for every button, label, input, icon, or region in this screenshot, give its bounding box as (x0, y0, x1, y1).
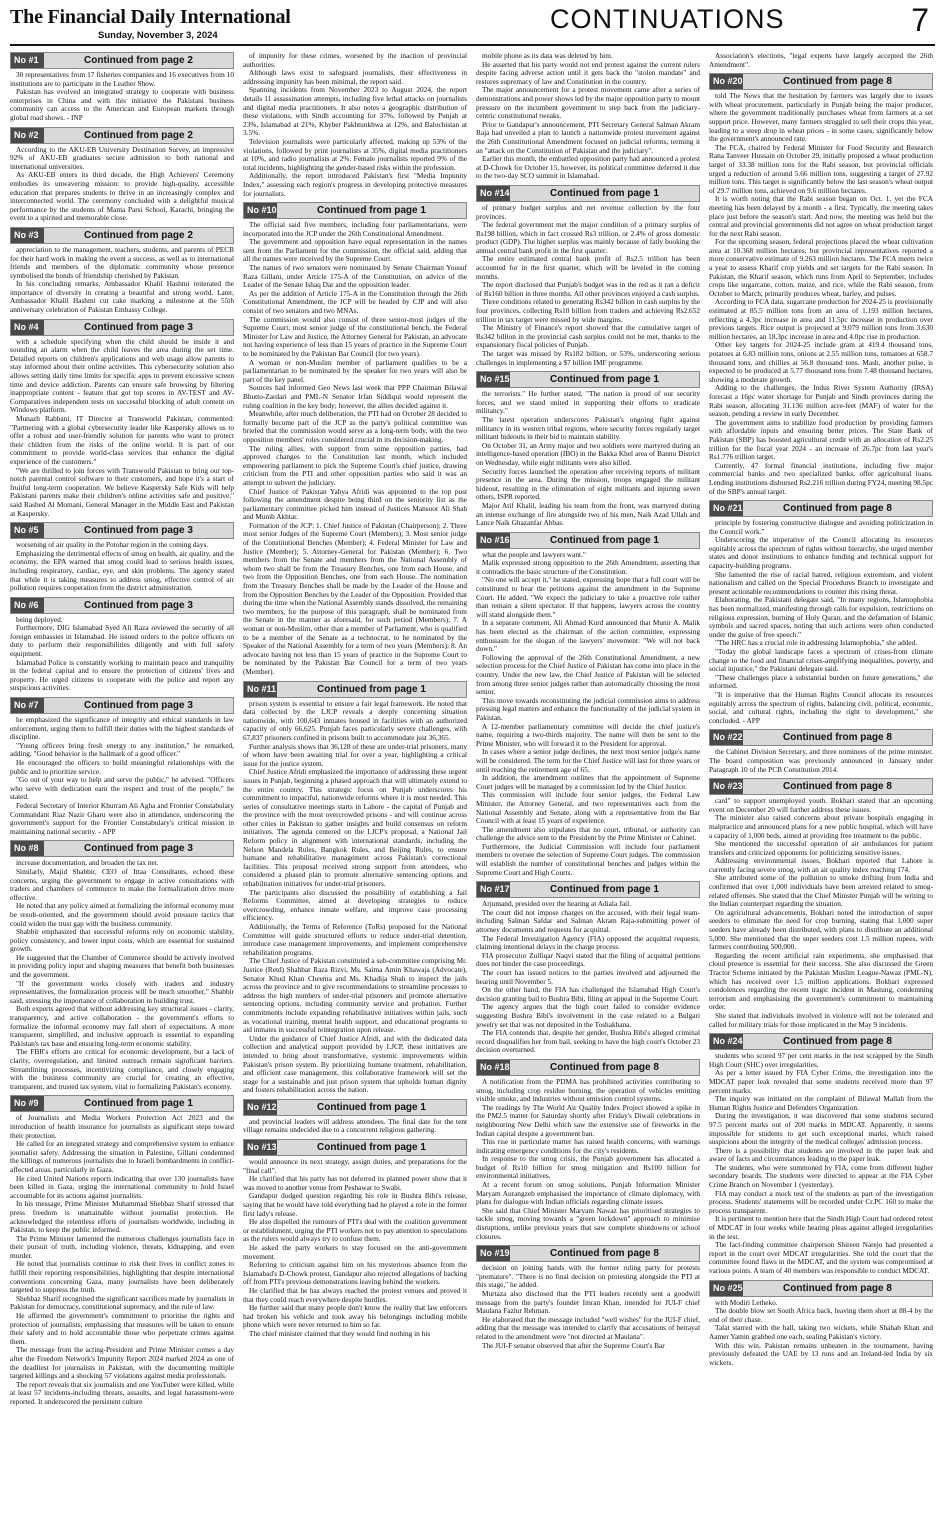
story-paragraph: Emphasizing the detrimental effects of smog on health, air quality, and the economy, the EPA warned that smog could lead to serious health issues, including respiratory, cardiac, eye, and skin problems. The agency stated that while it is taking measures to address smog, effective control of air pollution requires cooperation from the district administration. (10, 548, 234, 593)
story-paragraph: The inquiry was initiated on the complaint of Bilawal Mallah from the Human Rights Justice and Defenders Organization. (709, 1094, 933, 1112)
story-paragraph: He clarified that he has always reached the protest venues and proved it that they could reach everywhere despite hurdles. (243, 1285, 467, 1304)
story-header (476, 1245, 700, 1262)
story-header (10, 127, 234, 144)
story-paragraph: As per a letter issued by FIA Cyber Crime, the investigation into the MDCAT paper leak revealed that some students received more than 97 percent marks. (709, 1068, 933, 1095)
story-paragraph: The Chief Justice of Pakistan constituted a sub-committee comprising Mr. Justice (Retd) Shahbar Raza Rizvi, Ms. Saima Amin Khawaja (Advocate), Senator Khud Khan Cheema and Ms. Khadija Shah to inspect the jails across the province and to give recommendations to streamline processes to address the high numbers of under-trial prisoners and promote alternative sentencing options, including community service and probation. Further commitments include expanding rehabilitative initiatives within jails, such as vocational training, mental health support, and educational programs to aid inmates in successful reintegration upon release. (243, 956, 467, 1035)
story-paragraph: The commission would also consist of three senior-most judges of the Supreme Court, most senior judge of the constitutional bench, the Federal Minister for Law and Justice, the Attorney General for Pakistan, an advocate not having experience of less than 15 years of practice in the Supreme Court to be nominated by the Pakistan Bar Council (for two years). (243, 314, 467, 358)
story (476, 371, 700, 528)
story-paragraph: This move towards reconstituting the judicial commission aims to address pressing legal matters and enhance the functionality of the judicial system in Pakistan. (476, 695, 700, 722)
story-paragraph: During the investigation, it was discovered that some students secured 97.5 percent marks out of 200 marks in MDCAT. Apparently, it seems impossible for students to get such exceptional marks, which raised suspicions about the integrity of the medical colleges' admission process. (709, 1111, 933, 1147)
story-number: No #20 (710, 74, 743, 89)
story-header (10, 52, 234, 69)
story-paragraph: On the other hand, the FIA has challenged the Islamabad High Court's decision granting bail to Bushra Bibi, filing an appeal in the Supreme Court. (476, 985, 700, 1003)
story-paragraph: On agricultural advancements, Bokhari noted the introduction of super seeders to eliminate the need for crop burning, stating that 1,000 super seeders have already been distributed, with plans to distribute an additional 5,000. She mentioned that the super seeders cost 1.5 million rupees, with farmers contributing 500,000. (709, 907, 933, 952)
story-paragraph: "We are thrilled to join forces with Transworld Pakistan to bring our top-notch parental control software to their customers, and hope it's a start of fruitful long-term cooperation. We believe Kaspersky Safe Kids will help Pakistani parents make their children's online activities safe and positive," said Rashed Al Momani, General Manager in the Middle East and Pakistan at Kaspersky. (10, 465, 234, 518)
story-paragraph: Chief Justice Afridi emphasized the importance of addressing these urgent issues in Punjab, beginning a phased approach that will ultimately extend to the entire country. This strategic focus on Punjab underscores his commitment to impactful, nationwide reforms where it is most needed. This series of consultative meetings starts in Lahore - the capital of Punjab and the province with the most overcrowded prisons - and will continue across other cities in Pakistan to gather insights and build consensus on reform initiatives. The agenda centered on the LJCP's proposal, a National Jail Reform policy in alignment with international standards, including the Nelson Mandela Rules, Bangkok Rules, and Beijing Rules, to ensure humane and rehabilitative management across Pakistan's correctional facilities. This proposal received strong support from attendees, who considered a phased plan to promote alternative sentencing options and rehabilitation initiatives for under-trial prisoners. (243, 767, 467, 889)
story (10, 127, 234, 223)
story-continuation-label: Continued from page 8 (783, 781, 892, 793)
story-paragraph: He elaborated that the message included "well wishes" for the JUI-F chief, adding that the message was intended to clarify that accusations of betrayal related to the amendment were "not directed at Maulana". (476, 1314, 700, 1341)
story-paragraph: The report reveals that six journalists and one YouTuber were killed, while at least 57 incidents-including threats, assaults, and legal harassment-were reported. It underscored the persistent culture (10, 1379, 234, 1406)
story-paragraph: He clarified that his party has not deferred its planned power show that it was moved to another venue from Peshawar to Swabi. (243, 1174, 467, 1192)
story-paragraph: He encouraged the officers to build meaningful relationships with the public and to prioritize service. (10, 758, 234, 776)
column-1 (10, 52, 234, 1524)
story-paragraph: card" to support unemployed youth. Bokhari stated that an upcoming event on December 20 will further address these issues. (709, 796, 933, 814)
story-paragraph: The latest operation underscores Pakistan's ongoing fight against militancy in its western tribal regions, where security forces regularly target militant hideouts in their bid to maintain stability. (476, 414, 700, 442)
column-3 (476, 52, 700, 1524)
story-paragraph: Talat starred with the ball, taking two wickets, while Shahab Khan and Aamer Yamin grabbed one each, sealing Pakistan's victory. (709, 1323, 933, 1341)
story-header (10, 1095, 234, 1112)
story-paragraph: Shehbaz Sharif recognised the significant sacrifices made by journalists in Pakistan for democracy, constitutional supremacy, and the rule of law. (10, 1293, 234, 1312)
story-paragraph: Currently, 47 formal financial institutions, including five major commercial banks and two specialized banks, offer agricultural loans. Lending institutions disbursed Rs2.216 trillion during FY24, meeting 98.5pc of the SBP's annual target. (709, 460, 933, 496)
story-paragraph: of primary budget surplus and net revenue collection by the four provinces. (476, 202, 700, 221)
story-paragraph: Gandapur dodged question regarding his role in Bushra Bibi's release, saying that he would have told everything had he played a role in the former first lady's release. (243, 1191, 467, 1218)
story-header (243, 202, 467, 219)
story-continuation-label: Continued from page 1 (550, 534, 659, 546)
story-paragraph: "It is imperative that the Human Rights Council allocate its resources equitably across the spectrum of rights, balancing civil, political, economic, social, and cultural rights, including the right to development," she concluded. - APP (709, 689, 933, 725)
story-header (709, 778, 933, 795)
story-paragraph: A 12-member parliamentary committee will decide the chief justice's name, requiring a two-thirds majority. The name will then be sent to the Prime Minister, who will forward it to the President for approval. (476, 721, 700, 748)
story-paragraph: He asserted that his party would not end protest against the current rulers despite facing adverse action until it gets back the "stolen mandate" and restores supremacy of law and Constitution in the country. (476, 59, 700, 86)
story-paragraph: increase documentation, and broaden the tax net. (16, 858, 159, 868)
story-paragraph: with a schedule specifying when the child should be inside it and sounding an alarm when the child leaves the area during the set time. Detailed reports on children's applications and web usage allow parents to stay informed about their online activities. This cybersecurity solution also allows setting daily time limits for specific apps to prevent excessive screen time and device addiction. Parents can ensure safe browsing by filtering inappropriate content - feature that got top scores in AV-TEST and AV-Comparatives independent tests on successful blocking of adult content on Windows platform. (10, 336, 234, 415)
story-continuation-label: Continued from page 2 (84, 229, 193, 241)
story-paragraph: prison system is essential to ensure a fair legal framework. He noted that data collected by the LJCP reveals a deeply concerning situation nationwide, with 100,643 inmates housed in facilities with an authorized capacity of only 66,625. Punjab faces particularly severe challenges, with 67,837 prisoners confined in prisons built to accommodate just 36,365. (243, 698, 467, 742)
story-paragraph: The ruling allies, with support from some opposition parties, had approved changes to the Constitution last month, which included empowering parliament to pick the Supreme Court's chief justice, drawing criticism from the PTI and other opposition parties who said it was an attempt to subvert the judiciary. (243, 443, 467, 487)
story-number: No #14 (477, 186, 510, 201)
story-paragraph: She said that Chief Minister Maryam Nawaz has prioritised strategies to tackle smog, moving towards a "green lockdown" approach to minimise disruptions, unlike previous years that saw complete shutdowns or school closures. (476, 1205, 700, 1241)
story (10, 522, 234, 593)
page-number: 7 (911, 2, 929, 38)
story-paragraph: She stated that individuals involved in violence will not be tolerated and called for military trials for those implicated in the May 9 incidents. (709, 1010, 933, 1029)
story-continuation-label: Continued from page 2 (84, 55, 193, 66)
story-header (476, 185, 700, 202)
story-paragraph: would announce its next strategy, assign duties, and preparations for the "final call". (243, 1157, 467, 1175)
story-paragraph: Munazh Rabbani, IT Director at Transworld Pakistan, commented: "Partnering with a global cybersecurity leader like Kaspersky allows us to offer a robust and user-friendly solution for parents who want to protect their children from the risks of the online world. It is part of our commitment to provide world-class services that enhance the digital experience of the customers." (10, 414, 234, 466)
story-continuation-label: Continued from page 1 (550, 884, 659, 896)
story-paragraph: Following the approval of the 26th Constitutional Amendment, a new selection process for the Chief Justice of Pakistan has come into place in the country. Under the new law, the Chief Justice of Pakistan will be selected from among three senior judges rather than automatically choosing the most senior. (476, 652, 700, 697)
story-paragraph: Adding to the challenges, the Indus River System Authority (IRSA) forecast a 16pc water shortage for Punjab and Sindh provinces during the Rabi season, allocating 31.136 million acre-feet (MAF) of water for the season, pending a review in early December. (709, 383, 933, 419)
story-paragraph: There is a possibility that students are involved in the paper leak and aware of facts and circumstances leading to the paper leak. (709, 1145, 933, 1164)
story (476, 185, 700, 367)
story-paragraph: On October 31, an Army major and two soldiers were martyred during an intelligence-based operation (IBO) in the Bakka Khel area of Bannu District on Wednesday, while eight militants were also killed. (476, 440, 700, 467)
story-continuation-label: Continued from page 3 (84, 599, 193, 611)
story-continuation-label: Continued from page 1 (317, 1101, 426, 1113)
story-paragraph: "If the government works closely with traders and industry representatives, the formalization process will be much smoother," Shabbir said, stressing the importance of collaboration in building trust. (10, 978, 234, 1005)
story-paragraph: Federal Secretary of Interior Khurram Ali Agha and Frontier Constabulary Commandant Riaz Nazir Gharu were also in attendance, underscoring the government's support for the Frontier Constabulary's critical mission in maintaining national security. - APP (10, 800, 234, 836)
story-paragraph: The participants also discussed the possibility of establishing a Jail Reforms Committee, aimed at developing strategies to reduce overcrowding, enhance inmate welfare, and improve case processing efficiency. (243, 887, 467, 923)
story-paragraph: In cases where a senior judge declines, the next most senior judge's name will be considered. The term for the Chief Justice will last for three years or until reaching the retirement age of 65. (476, 747, 700, 774)
story-continuation-label: Continued from page 8 (550, 1061, 659, 1073)
story-continuation-label: Continued from page 2 (84, 129, 193, 141)
story-paragraph: The agency argues that the high court failed to consider evidence suggesting Bushra Bibi's involvement in the case related to a Bulgari jewelry set that was not deposited in the Toshakhana. (476, 1002, 700, 1029)
story-paragraph: The federal government met the major condition of a primary surplus of Rs198 billion, which in fact crossed Rs3 trillion, or 2.4% of gross domestic product (GDP). The higher surplus was mainly because of fatly booking the annual central bank profit in the first quarter. (476, 220, 700, 255)
story-paragraph: FIA prosecutor Zulfiqar Naqvi stated that the filing of acquittal petitions does not hinder the case proceedings. (476, 950, 700, 969)
story-number: No #24 (710, 1034, 743, 1049)
story (476, 881, 700, 1055)
story-number: No #12 (244, 1100, 277, 1115)
story-number: No #23 (710, 779, 743, 794)
story (10, 52, 234, 123)
story-paragraph: The target was missed by Rs182 billion, or 53%, underscoring serious challenges in implementing a $7 billion IMF programme. (476, 349, 700, 367)
story-paragraph: of Journalists and Media Workers Protection Act 2023 and the introduction of health insurance for journalists as significant steps toward their protection. (10, 1113, 234, 1140)
story-paragraph: Pakistan has evolved an integrated strategy to cooperate with business enterprises in China and with this initiative the Pakistani business community can access to the American and European markets through global road shows. - INP (10, 87, 234, 122)
story-paragraph: "These challenges place a substantial burden on future generations," she informed. (709, 672, 933, 691)
story-paragraph: The names of two senators were nominated by Senate Chairman Yousuf Raza Gillani, under Article 175-A of the Constitution, on advice of the Leader of the Senate Ishaq Dar and the opposition leader. (243, 263, 467, 290)
story-paragraph: what the people and lawyers want." (482, 549, 586, 559)
story-paragraph: Three conditions related to generating Rs342 billion in cash surplus by the four provinces, collecting Rs10 billion from traders and achieving Rs2.652 trillion in tax target were missed by wide margins. (476, 297, 700, 324)
story-paragraph: Islamabad Police is constantly working to maintain peace and tranquility in the federal capital and to ensure the protection of citizens' lives and property. He urged citizens to cooperate with the police and report any suspicious activities. (10, 657, 234, 693)
story-paragraph: FIA may conduct a mock test of the students as part of the investigation process. Students' statements will be recorded under Cr.PC 160 to make the process transparent. (709, 1188, 933, 1215)
story-continuation-label: Continued from page 1 (317, 205, 426, 217)
story-number: No #17 (477, 882, 510, 897)
story-paragraph: Furthermore, DIG Islamabad Syed Ali Raza reviewed the security of all foreign embassies in Islamabad. He issued orders to the police officers on duty to perform their responsibilities diligently and with full safety equipment. (10, 623, 234, 659)
story-paragraph: Murtaza also disclosed that the PTI leaders recently sent a goodwill message from the party's founder Imran Khan, intended for JUI-F chief Maulana Fazlur Rehman. (476, 1289, 700, 1316)
story (10, 597, 234, 693)
story-paragraph: The FBR's efforts are critical for economic development, but a lack of clarity, overregulation, and limited outreach remain significant barriers. Streamlining processes, incentivizing compliance, and closely engaging with the business community are crucial for creating an effective, transparent, and trusted tax system, vital to formalizing Pakistan's economy. (10, 1047, 234, 1091)
story-paragraph: Prior to Gandapur's announcement, PTI Secretary General Salman Akram Raja had unveiled a plan to launch a nationwide protest movement against the 26th Constitutional Amendment focused on judicial reforms, terming it an "attack on the Constitution of Pakistan and the judiciary". (476, 119, 700, 155)
story-continuation-label: Continued from page 8 (550, 1248, 659, 1260)
story-paragraph: Sources had informed Geo News last week that PPP Chairman Bilawal Bhutto-Zardari and PML-N Senator Irfan Siddiqui would represent the ruling coalition in the key body; however, the allies decided against it. (243, 383, 467, 410)
story-paragraph: It is worth noting that the Rabi season began on Oct. 1, yet the FCA meeting has been delayed by a month - a first. Typically, the meeting takes place just before the season's start. And now, the meeting was held but the central and provincial governments did not agree on wheat production target for the next Rabi season. (709, 194, 933, 238)
story-paragraph: As per the addition of Article 175-A in the Constitution through the 26th Constitutional Amendment, the JCP will be headed by CJP and will also consist of two senators and two MNAs. (243, 288, 467, 316)
story-header (476, 371, 700, 388)
story-paragraph: In addition, the amendment outlines that the appointment of Supreme Court judges will be managed by a commission led by the Chief Justice. (476, 773, 700, 791)
story (709, 729, 933, 774)
story-paragraph: Spanning incidents from November 2023 to August 2024, the report details 11 assassination attempts, including five lethal attacks on journalists and digital media practitioners. It also notes a geographic distribution of these violations, with Sindh accounting for 37%, followed by Punjab at 23%, Islamabad at 21%, Khyber Pakhtunkhwa at 12%, and Balochistan at 3.5%. (243, 85, 467, 138)
story (243, 1139, 467, 1338)
story-number: No #7 (11, 698, 44, 713)
story-paragraph: This rise in particulate matter has raised health concerns, with warnings indicating emergency conditions for the city's residents. (476, 1137, 700, 1155)
story-header (10, 597, 234, 614)
story (10, 1095, 234, 1406)
story (10, 227, 234, 315)
story-paragraph: He asked the party workers to stay focused on the anti-government movement. (243, 1243, 467, 1261)
story-continuation-label: Continued from page 1 (317, 1142, 426, 1154)
story (709, 1280, 933, 1368)
story-paragraph: students who scored 97 per cent marks in the test scrapped by the Sindh High Court (SHC) over irregularities. (709, 1051, 933, 1069)
story-header (10, 697, 234, 714)
masthead (10, 4, 935, 46)
story-paragraph: She lamented the rise of racial hatred, religious extremism, and violent nationalism and called on the Special Procedures Branch to investigate and present actionable recommendations to counter this rising threat. (709, 569, 933, 596)
story-paragraph: The government and opposition have equal representation in the names sent from the Parliament for the commission, the official said, adding that all the names were received by the Supreme Court. (243, 237, 467, 264)
story-number: No #11 (244, 682, 277, 697)
story-paragraph: Similarly, Majid Shabbir, CEO of Ittaa Consultants, echoed these concerns, urging the government to engage in active consultations with traders and chambers of commerce to make the formalization drive more effective. (10, 866, 234, 902)
column-2 (243, 52, 467, 1524)
section-title: CONTINUATIONS (550, 4, 785, 34)
story-header (476, 532, 700, 549)
story-paragraph: In his message, Prime Minister Muhammad Shehbaz Sharif stressed that press freedom is unattainable without journalist protection. He acknowledged the relentless efforts of journalists worldwide, including in Pakistan, to keep the public informed. (10, 1199, 234, 1235)
story-number: No #1 (11, 53, 44, 68)
story-paragraph: 30 representatives from 17 fisheries companies and 16 executives from 10 institutions are to participate in the Leather Show. (10, 70, 234, 88)
story-paragraph: The entire estimated central bank profit of Rs2.5 trillion has been accounted for in the first quarter, which will be leveled in the coming months. (476, 254, 700, 281)
story-continuation-label: Continued from page 3 (84, 525, 193, 537)
story-continuation-label: Continued from page 8 (783, 503, 892, 515)
story-paragraph: In a separate comment, Ali Ahmad Kurd announced that Munir A. Malik has been elected as the chairman of the action committee, expressing enthusiasm for the slogan of the lawyers' movement: "We will not back down." (476, 618, 700, 654)
story-paragraph: He noted that any policy aimed at formalizing the informal economy must be result-oriented, and the government should avoid pressure tactics that could widen the trust gap with the business community. (10, 901, 234, 928)
story-paragraph: He cited United Nations reports indicating that over 130 journalists have been killed in Gaza, urging the international community to hold Israel accountable for its actions against journalists. (10, 1173, 234, 1200)
story-paragraph: "Today the global landscape faces a spectrum of crises-from climate change to the food and financial crises-amplifying inequalities, poverty, and social injustice," the Pakistani delegate said. (709, 647, 933, 674)
story-paragraph: Association's elections, "legal experts have largely accepted the 26th Amendment". (709, 52, 933, 69)
story-paragraph: Underscoring the imperative of the Council allocating its resources equitably across the spectrum of rights without hierarchy, she urged member states and donor institutions to enhance funding and technical support for capacity-building programs. (709, 535, 933, 571)
story (476, 52, 700, 181)
story (476, 1059, 700, 1241)
story-paragraph: According to the AKU-EB University Destination Survey, an impressive 92% of AKU-EB graduates secure admission to both national and international universities. (10, 144, 234, 171)
story-paragraph: Other key targets for 2024-25 include gram at 419.4 thousand tons, potatoes at 6.83 million tons, onions at 2.55 million tons, tomatoes at 658.7 thousand tons, and chillies at 56.8 thousand tons. Mash, another pulse, is expected to be produced at 5.77 thousand tons from 7.48 thousand hectares, showing a moderate growth. (709, 340, 933, 384)
story-paragraph: Although laws exist to safeguard journalists, their effectiveness in addressing impunity has been minimal, the report said. (243, 68, 467, 86)
story-header (243, 681, 467, 698)
story-paragraph: Formation of the JCP: 1. Chief Justice of Pakistan (Chairperson); 2. Three most senior Judges of the Supreme Court (Members); 3. Most senior judge of the Constitutional Benches (Member); 4. Federal Minister for Law and Justice (Member); 5. Attorney-General for Pakistan (Member); 6. Two members from the Senate and members from the National Assembly of whom two shall be from the Treasury Benches, one from each House, and two from the Opposition Benches, one from each House. The nomination from the Treasury Benches shall be made by the Leader of the House and from the Opposition Benches by the Leader of the Opposition. Provided that during the time when the National Assembly stands dissolved, the remaining two members, for the purpose of this paragraph, shall be nominated from the Senate in the manner as aforesaid, for such period (Members); 7. A woman or non-Muslim, other than a member of Parliament, who is qualified to be a member of the Senate as a technocrat, to be nominated by the Speaker of the National Assembly for a term of two years (Members); 8. An advocate having not less than 15 years of practice in the Supreme Court to be nominated by the Pakistan Bar Council for a term of two years (Member). (243, 520, 467, 676)
story (476, 532, 700, 878)
story-paragraph: The government aims to stabilize food production by providing farmers with affordable inputs and ensuring better prices. The State Bank of Pakistan (SBP) has boosted agricultural credit with an allocation of Rs2.25 trillion for the fiscal year 2024 - an increase of 26.7pc from last year's Rs1.776 trillion target. (709, 417, 933, 462)
story (243, 681, 467, 1095)
dateline: Sunday, November 3, 2024 (98, 30, 218, 41)
story-paragraph: He noted that journalists continue to risk their lives in conflict zones to fulfill their reporting responsibilities, highlighting that despite international conventions concerning Gaza, many journalists have been deliberately targeted to suppress the truth. (10, 1259, 234, 1295)
story-paragraph: Television journalists were particularly affected, making up 53% of the violations, followed by print journalists at 35%, digital media practitioners at 10%, and radio journalists at 2%. Female journalists reported 9% of the total incidents, highlighting the gender-based risks within the profession. (243, 136, 467, 172)
story-paragraph: Under the guidance of Chief Justice Afridi, and with the dedicated data collection and analytical support provided by LJCP, these initiatives are intended to bring about transformative, systemic improvements within Pakistan's prison system. By prioritizing humane treatment, rehabilitation, and efficient case management, this collaborative framework will set the stage for a sustainable and just prison system that upholds human dignity and fosters rehabilitation across the nation. (243, 1033, 467, 1095)
story-paragraph: Further analysis shows that 36,128 of these are under-trial prisoners, many of whom have been awaiting trial for over a year, highlighting a critical issue for the justice system. (243, 741, 467, 768)
story (243, 52, 467, 198)
story-paragraph: Both experts agreed that without addressing key structural issues - clarity, transparency, and active collaboration - the government's efforts to formalize the informal economy may fall short of expectations. A more transparent, simplified, and inclusive approach is essential to expanding Pakistan's tax base and ensuring long-term economic stability. (10, 1004, 234, 1048)
story-paragraph: Furthermore, the Judicial Commission will include four parliament members to oversee the selection of Supreme Court judges. The commission will establish the number of constitutional benches and judges within the Supreme Court and High Courts. (476, 841, 700, 877)
story-paragraph: Referring to criticism against him on his mysterious absence from the Islamabad's D-Chowk protest, Gandapur also rejected allegations of backing off from PTI's previous demonstrations leaving behind the workers. (243, 1260, 467, 1287)
story-paragraph: The JUI-F senator observed that after the Supreme Court's Bar (482, 1340, 665, 1350)
story-paragraph: Shabbir emphasized that successful reforms rely on economic stability, policy consistency, and lower input costs, which are essential for sustained growth. (10, 927, 234, 954)
story (709, 52, 933, 69)
story-paragraph: She mentioned the successful operation of air ambulances for patient transfers and criticized opponents for politicizing sensitive issues. (709, 839, 933, 857)
story-paragraph: With this win, Pakistan remains unbeaten in the tournament, having previously defeated the UAE by 13 runs and an Ireland-led India by six wickets. (709, 1340, 933, 1367)
story-paragraph: the terrorists." He further stated, "The nation is proud of our security forces, and we stand united in supporting their efforts to eradicate militancy." (476, 389, 700, 416)
story-paragraph: Security forces launched the operation after receiving reports of militant presence in the area. During the mission, troops engaged the militant hideout, resulting in the elimination of eight militants and injuring seven others, ISPR reported. (476, 466, 700, 502)
story-paragraph: The double blow set South Africa back, leaving them short at 88-4 by the end of their chase. (709, 1306, 933, 1324)
story-paragraph: Additionally, the report introduced Pakistan's first "Media Impunity Index," assessing each region's progress in developing protective measures for journalists. (243, 171, 467, 198)
story-paragraph: The Ministry of Finance's report showed that the cumulative target of Rs342 billion in the provincial cash surplus could not be met, thanks to the expansionary fiscal policies of Punjab. (476, 323, 700, 350)
story-header (10, 319, 234, 336)
story (243, 1099, 467, 1135)
story (10, 840, 234, 1091)
story-continuation-label: Continued from page 8 (783, 1036, 892, 1048)
story-paragraph: A woman or non-Muslim member of parliament qualifies to be a parliamentarian to be nominated by the speaker for two years will also be part of the key panel. (243, 357, 467, 384)
story-continuation-label: Continued from page 8 (783, 76, 892, 88)
story-paragraph: Malik expressed strong opposition to the 26th Amendment, asserting that it contradicts the basic structure of the Constitution. (476, 558, 700, 576)
story-paragraph: He further said that many people don't know the reality that law enforcers had broken his vehicle and took away his belongings including mobile phone which were never returned to him so far. (243, 1303, 467, 1330)
story (476, 1245, 700, 1350)
story-header (709, 500, 933, 517)
story-paragraph: appreciation to the management, teachers, students, and parents of PECB for their hard work in making the event a success, as well as to international friends and members of the diplomatic community whose presence symbolised the bonds of friendship cherished by Pakistan. (10, 244, 234, 280)
story (10, 697, 234, 836)
story-paragraph: The report disclosed that Punjab's budget was in the red as it ran a deficit of Rs160 billion in three months. All other provinces enjoyed a cash surplus. (476, 280, 700, 298)
story-paragraph: The students, who were summoned by FIA, come from different higher secondary boards. The students were directed to appear at the FIA Cyber Crime Branch on November 1 (yesterday). (709, 1162, 933, 1190)
story-header (709, 1033, 933, 1050)
story-number: No #21 (710, 501, 743, 516)
story-paragraph: According to FCA data, sugarcane production for 2024-25 is provisionally estimated at 85.5 million tons from an area of 1.193 million hectares, reflecting a 4.3pc increase in area and 11.5pc increase in production over previous targets. Rice output is projected at 9.079 million tons from 3.630 million hectares, an 18.3pc increase in area and 4.0pc rise in production. (709, 297, 933, 341)
story-number: No #15 (477, 372, 510, 387)
story-paragraph: The Prime Minister lamented the numerous challenges journalists face in their pursuit of truth, including violence, threats, kidnapping, and even murder. (10, 1233, 234, 1260)
story-header (709, 1280, 933, 1297)
story-continuation-label: Continued from page 1 (317, 683, 426, 695)
story-header (10, 840, 234, 857)
story-number: No #16 (477, 533, 510, 548)
story-paragraph: He called for an integrated strategy and comprehensive system to enhance journalist safety. Addressing the situation in Palestine, Gillani condemned the killings of numerous journalists due to Israeli bombardments in conflict-affected areas, particularly in Gaza. (10, 1139, 234, 1174)
story-number: No #22 (710, 730, 743, 745)
story-paragraph: the Cabinet Division Secretary, and three nominees of the prime minister. The board composition was previously announced in January under Paragraph 10 of the PCB Constitution 2014. (709, 747, 933, 774)
story-header (476, 1059, 700, 1076)
story-paragraph: mobile phone as its data was deleted by him. (482, 52, 613, 60)
story-paragraph: It is pertinent to mention here that the Sindh High Court had ordered retest of MDCAT in four weeks while hearing pleas against alleged irregularities in the test. (709, 1214, 933, 1241)
story-paragraph: Addressing environmental issues, Bokhari reported that Lahore is currently facing severe smog, with an air quality index reaching 174. (709, 856, 933, 874)
story-paragraph: In response to the smog crisis, the Punjab government has allocated a budget of Rs10 billion for smog mitigation and Rs100 billion for environmental initiatives. (476, 1154, 700, 1181)
story-paragraph: told The News that the hesitation by farmers was largely due to issues with wheat procurement, particularly in Punjab being the major producer, where the government traditionally purchases wheat from farmers at a set support price. However, many farmers struggled to sell their crops this year, leading to a steep drop in wheat prices - in some cases, significantly below the government's announced rate. (709, 91, 933, 144)
story-continuation-label: Continued from page 8 (783, 732, 892, 744)
story-paragraph: "No one will accept it," he stated, expressing hope that a full court will be constituted to hear the petitions against the amendment in the Supreme Court. He added, "We expect the judiciary to take a proactive role rather than remain a silent spectator. If that happens, lawyers across the country will stand alongside them." (476, 575, 700, 619)
story-continuation-label: Continued from page 8 (783, 1282, 892, 1294)
story-paragraph: The chief minister claimed that they would find nothing in his (249, 1328, 431, 1338)
story-paragraph: He affirmed the government's commitment to prioritise the rights and protection of journalists, emphasising that measures will be taken to ensure their safety and to hold accountable those who perpetrate crimes against them. (10, 1311, 234, 1346)
story-paragraph: Regarding the recent artificial rain experiments, she emphasised that cloud presence is essential for their success. She also discussed the Green Tractor Scheme initiated by the Pakistan Muslim League-Nawaz (PML-N), which has received over 1.5 million applications. Bokhari expressed condolences regarding the recent tragic incident in Mastung, condemning terrorism and emphasising the government's commitment to maintaining order. (709, 950, 933, 1012)
story-paragraph: Additionally, the Terms of Reference (ToRs) proposed for the National Committee will guide structured efforts to reduce under-trial detention, introduce case management improvements, and implement comprehensive rehabilitation programs. (243, 922, 467, 957)
story-continuation-label: Continued from page 1 (550, 374, 659, 386)
story-header (709, 729, 933, 746)
story-paragraph: and provincial leaders will address attendees. The final date for the tent village remains undecided due to a concurrent religious gathering. (243, 1116, 467, 1135)
story-paragraph: The fact-finding committee chairperson Shireen Narejo had presented a report in the court over MDCAT irregularities. She told the court that the committee found flaws in the MDCAT, and the system was compromised at various points. A team of 40 members was responsible to conduct MDCAT. (709, 1240, 933, 1275)
story (709, 1033, 933, 1275)
story-paragraph: The message from the acting-President and Prime Minister comes a day after the Freedom Network's Impunity Report 2024 marked 2024 as one of the deadliest for journalists in Pakistan, with the documenting multiple targeted killings and a shocking 57 violations against media professionals. (10, 1345, 234, 1381)
story-number: No #9 (11, 1096, 44, 1111)
story-paragraph: Elaborating, the Pakistani delegate said, "In many regions, Islamophobia has been normalized, manifesting through calls for expulsion, restrictions on religious expression, burning of Holy Quran, and the defamation of Islamic symbols and sacred spaces, noting that such actions were often conducted under the guise of free speech." (709, 595, 933, 639)
story-number: No #25 (710, 1281, 743, 1296)
story (709, 73, 933, 496)
story-header (10, 522, 234, 539)
story-paragraph: The readings by The World Air Quality Index Project showed a spike in the PM2.5 matter for Saturday shortly after Friday's Diwali celebrations in neighbouring New Delhi which saw the extensive use of fireworks in the Indian capital despite a government ban. (476, 1102, 700, 1138)
story-paragraph: Arjumand, presided over the hearing at Adiala Jail. (482, 899, 631, 909)
story-paragraph: principle by fostering constructive dialogue and avoiding politicization in the Council work." (709, 518, 933, 536)
story-paragraph: The FCA, chaired by Federal Minister for Food Security and Research Rana Tanveer Hussain on October 29, initially proposed a wheat production target of 33.38 million tons for the Rabi season, but provincial officials urged a reduction of around 5.66 million tons, suggesting a target of 27.92 million tons. This target is significantly below the last season's wheat output of 29.7 million tons, achieved on 9.6 million hectares. (709, 142, 933, 195)
story-number: No #18 (477, 1060, 510, 1075)
story-number: No #13 (244, 1140, 277, 1155)
story-paragraph: of impunity for these crimes, worsened by the inaction of provincial authorities. (243, 52, 467, 69)
story-continuation-label: Continued from page 3 (84, 843, 193, 855)
story-continuation-label: Continued from page 1 (84, 1098, 193, 1110)
story-paragraph: He suggested that the Chamber of Commerce should be actively involved in providing policy input and shaping measures that benefit both businesses and the government. (10, 952, 234, 980)
story (243, 202, 467, 676)
story-header (243, 1099, 467, 1116)
story-paragraph: This commission will include four senior judges, the Federal Law Minister, the Attorney General, and two representatives each from the National Assembly and Senate, along with a representative from the Bar Council with at least 15 years of experience. (476, 790, 700, 826)
story-continuation-label: Continued from page 3 (84, 321, 193, 333)
story-paragraph: The court has issued notices to the parties involved and adjourned the hearing until November 5. (476, 968, 700, 986)
story-paragraph: "Go out of your way to help and serve the public," he advised. "Officers who serve with dedication earn the respect and trust of the people," he stated. (10, 775, 234, 802)
story-paragraph: Earlier this month, the embattled opposition party had announced a protest at D-Chowk for October 15, however, its political committee deferred it due to the two-day SCO summit in Islamabad. (476, 154, 700, 181)
story-header (10, 227, 234, 244)
story-number: No #19 (477, 1246, 510, 1261)
story-paragraph: decision on joining hands with the former ruling party for protests "premature". "There is no final decision on protesting alongside the PTI at this stage," he added. (476, 1263, 700, 1290)
story-paragraph: being deployed. (16, 614, 63, 624)
story-paragraph: The court did not impose charges on the accused, with their legal team-including Salman Safdar and Salman Akram Raja-submitting power of attorney documents and requests for acquittal. (476, 907, 700, 935)
story-paragraph: "Young officers bring fresh energy to any institution," he remarked, adding, "Good behavior is the hallmark of a good officer." (10, 740, 234, 759)
story-paragraph: The amendment also stipulates that no court, tribunal, or authority can challenge the advice sent to the President by the Prime Minister or Cabinet. (476, 824, 700, 843)
story-paragraph: As AKU-EB enters its third decade, the High Achievers' Ceremony embodies its unwavering mission: to provide high-quality, accessible education that prepares students to thrive in an increasingly complex and interconnected world. The ceremony concluded with a delightful musical performance by the students of Mama Parsi School, Karachi, bringing the event to a spirited and memorable close. (10, 170, 234, 223)
story-paragraph: "The HRC has a crucial role in addressing Islamophobia," she added. (715, 638, 918, 648)
newspaper-brand: The Financial Daily International (10, 6, 291, 28)
story-continuation-label: Continued from page 1 (550, 187, 659, 199)
story-paragraph: For the upcoming season, federal projections placed the wheat cultivation area at 10.368 million hectares, but provincial representatives reported a more conservative estimate of 9.263 million hectares. The FCA meets twice a year to assess Kharif crop yields and set targets for the Rabi season. In Pakistan, the Kharif season, which runs from April to September, includes crops like sugarcane, cotton, maize, and rice, while the Rabi season, from October to March, primarily produces wheat, barley, and pulses. (709, 237, 933, 298)
story-paragraph: The FIA contends that, despite her gender, Bushra Bibi's alleged criminal record disqualifies her from bail, seeking to have the high court's October 23 decision overturned. (476, 1028, 700, 1055)
story-paragraph: In his concluding remarks, Ambassador Khalil Hashmi reiterated the importance of diversity in creating a beautiful and strong world. Later, Ambassador Khalil Hashmi cut cake marking a milestone at the 55th anniversary celebration of Pakistan Embassy College. (10, 279, 234, 315)
story-paragraph: He also dispelled the rumours of PTI's deal with the coalition government or establishment, urging the PTI workers not to pay attention to speculations as the rulers would always try to confuse them. (243, 1217, 467, 1244)
story-paragraph: The minister also raised concerns about private hospitals engaging in malpractice and announced plans for a new public hospital, which will have a capacity of 1,000 beds, aimed at providing free treatment to the public. (709, 813, 933, 840)
story-paragraph: The official said five members, including four parliamentarians, were incorporated into the JCP under the 26th Constitutional Amendment. (243, 220, 467, 238)
story-number: No #2 (11, 128, 44, 143)
story (10, 319, 234, 518)
story-paragraph: worsening of air quality in the Potohar region in the coming days. (16, 540, 209, 550)
story-paragraph: At a recent forum on smog solutions, Punjab Information Minister Maryam Aurangzeb emphasised the importance of climate diplomacy, with plans for dialogue with Indian officials regarding climate issues. (476, 1180, 700, 1207)
story-paragraph: A notification from the PDMA has prohibited activities contributing to smog, including crop residue burning, the operation of vehicles emitting visible smoke, and industries without emission control systems. (476, 1076, 700, 1104)
story-paragraph: Chief Justice of Pakistan Yahya Afridi was appointed to the top post following the amendment despite being third on the seniority list as the parliamentary committee picked him instead of Justices Mansoor Ali Shah and Munib Akhtar. (243, 486, 467, 522)
story-number: No #10 (244, 203, 277, 218)
story-paragraph: She attributed some of the pollution to smoke drifting from India and confirmed that over 1,000 individuals have been arrested related to smog-related offenses. She stated that the Chief Minister Punjab will be writing to the Indian counterpart regarding the situation. (709, 873, 933, 909)
story-paragraph: with Modiri Letheko. (715, 1297, 778, 1307)
column-4 (709, 52, 933, 1524)
story-paragraph: Meanwhile, after much deliberation, the PTI had on October 28 decided to formally become part of the JCP as the party's political committee was briefed that the commission would serve as a long-term body, with the two opposition members' roles considered crucial in its decision-making. (243, 409, 467, 444)
story (709, 500, 933, 725)
story-paragraph: he emphasized the significance of integrity and ethical standards in law enforcement, urging them to fulfill their duties with the highest standards of discipline. (10, 715, 234, 742)
story-number: No #8 (11, 841, 44, 856)
story-number: No #5 (11, 523, 44, 538)
story-paragraph: The Federal Investigation Agency (FIA) opposed the acquittal requests, claiming intentional delays in the charge process. (476, 933, 700, 952)
story-header (476, 881, 700, 898)
story (709, 778, 933, 1029)
story-number: No #6 (11, 598, 44, 613)
story-paragraph: Major Atif Khalil, leading his team from the front, was martyred during an intense exchange of fire alongside two of his men, Naik Azad Ullah and Lance Naik Ghazanfar Abbas. (476, 500, 700, 528)
story-continuation-label: Continued from page 3 (84, 700, 193, 712)
story-number: No #4 (11, 320, 44, 335)
story-number: No #3 (11, 228, 44, 243)
story-header (709, 73, 933, 90)
story-paragraph: The major announcement for a protest movement came after a series of demonstrations and power shows led by the major opposition party to mount pressure on the incumbent government to step back from the judiciary-centric constitutional tweaks. (476, 85, 700, 121)
story-header (243, 1139, 467, 1156)
